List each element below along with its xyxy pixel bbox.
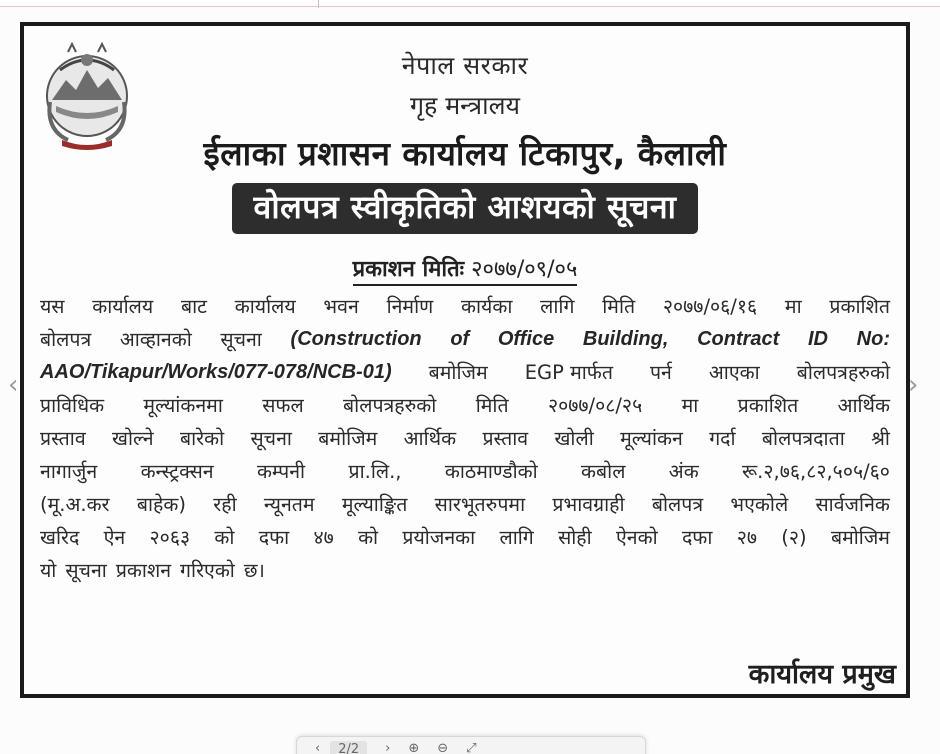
body-word: कार्यालय (234, 295, 296, 318)
fit-page-icon[interactable]: ⤢ (466, 741, 477, 754)
body-word: कबोल (581, 460, 626, 483)
body-line (40, 455, 890, 488)
body-word: भएकोले (730, 493, 789, 516)
zoom-in-icon[interactable]: ⊕ (408, 741, 420, 754)
body-line (40, 323, 890, 356)
body-word: खोली (554, 427, 594, 450)
body-word: छ। (243, 559, 265, 582)
body-word: सोही (558, 526, 592, 549)
body-word: प्रकाशित (737, 394, 799, 417)
body-word: सूचना (65, 559, 107, 582)
body-word: प्रभावग्राही (552, 493, 625, 516)
body-word-english: AAO/Tikapur/Works/077-078/NCB-01) (40, 361, 392, 383)
body-word: लागि (499, 526, 534, 549)
top-divider-tick (318, 0, 319, 8)
body-word: बोलपत्र (651, 493, 704, 516)
body-word: आर्थिक (837, 394, 890, 417)
body-word: दफा (681, 526, 713, 549)
body-word: बाट (180, 295, 207, 318)
body-word: खोल्ने (112, 427, 154, 450)
body-word: बारेको (179, 427, 225, 450)
prev-page-icon[interactable]: ‹ (315, 741, 321, 754)
body-word: रू.२,७६,८२,५०५/६० (742, 460, 890, 483)
body-word: लागि (540, 295, 575, 318)
header-office: ईलाका प्रशासन कार्यालय टिकापुर, कैलाली (203, 134, 727, 173)
body-word: मिति (475, 394, 509, 417)
body-word: रही (213, 493, 237, 516)
body-word: सफल (262, 394, 304, 417)
body-word: आएका (708, 361, 760, 384)
body-word: कन्स्ट्रक्सन (140, 460, 214, 483)
body-word: बमोजिम (830, 526, 890, 549)
body-word: २०७७/०८/२५ (547, 394, 643, 417)
notice-title: वोलपत्र स्वीकृतिको आशयको सूचना (232, 183, 699, 234)
body-word-english: No: (856, 328, 890, 350)
body-word: बोलपत्र (40, 328, 92, 351)
body-word-english: Contract (697, 328, 780, 350)
notice-document (20, 22, 910, 698)
body-word: सूचना (220, 328, 262, 351)
body-word: खरिद (40, 526, 80, 549)
body-word: गरिएको (180, 559, 235, 582)
body-line (40, 488, 890, 521)
top-divider (0, 6, 940, 7)
body-word: दफा (258, 526, 290, 549)
body-word: यो (40, 559, 57, 582)
body-line (40, 290, 890, 323)
body-line (40, 389, 890, 422)
body-line (40, 422, 890, 455)
body-word: काठमाण्डौको (444, 460, 538, 483)
body-word-english: of (450, 328, 470, 350)
body-word: को (214, 526, 235, 549)
header-government: नेपाल सरकार (401, 51, 529, 80)
body-word: मिति (602, 295, 636, 318)
body-word-english: Office (497, 328, 555, 350)
body-word: मा (681, 394, 699, 417)
viewer-toolbar (296, 736, 646, 754)
body-word: मूल्याङ्कित (341, 493, 408, 516)
body-word: कम्पनी (256, 460, 306, 483)
body-line (40, 356, 890, 389)
chevron-left-icon[interactable]: ‹ (8, 370, 19, 400)
body-word: श्री (871, 427, 890, 450)
zoom-out-icon[interactable]: ⊖ (437, 741, 449, 754)
chevron-right-icon[interactable]: › (908, 370, 919, 400)
body-word: प्रा.लि., (348, 460, 402, 483)
body-word: मूल्यांकनमा (143, 394, 223, 417)
publication-date-underline (353, 253, 578, 286)
body-word: निर्माण (386, 295, 434, 318)
notice-title-wrap (24, 183, 906, 234)
body-word: बमोजिम (428, 361, 488, 384)
publication-date (24, 253, 906, 286)
notice-body (40, 290, 890, 587)
body-word: कार्यका (461, 295, 513, 318)
body-word: पर्न (649, 361, 672, 384)
body-word: कार्यालय (92, 295, 154, 318)
body-word: प्रकाशन (115, 559, 172, 582)
body-word: प्रस्ताव (40, 427, 86, 450)
publication-date-label: प्रकाशन मितिः (352, 257, 465, 282)
body-word: मूल्यांकन (620, 427, 683, 450)
next-page-icon[interactable]: › (385, 741, 391, 754)
body-word: गर्दा (709, 427, 736, 450)
body-word: २७ (736, 526, 757, 549)
body-word: प्राविधिक (40, 394, 105, 417)
body-word: (मू.अ.कर (40, 493, 110, 516)
body-word: ४७ (313, 526, 334, 549)
body-word: आर्थिक (403, 427, 457, 450)
body-word: सूचना (250, 427, 292, 450)
signature: कार्यालय प्रमुख (748, 659, 896, 690)
body-word: आव्हानको (119, 328, 192, 351)
body-word: प्रस्ताव (482, 427, 529, 450)
body-word: मा (784, 295, 802, 318)
body-line (40, 521, 890, 554)
body-word: २०७७/०६/१६ (662, 295, 758, 318)
body-word: अंक (668, 460, 699, 483)
body-word: सार्वजनिक (815, 493, 890, 516)
body-word: ऐन (103, 526, 126, 549)
body-word: EGP मार्फत (524, 361, 613, 384)
body-line (40, 554, 890, 587)
body-word: (२) (781, 526, 807, 549)
body-word: भवन (323, 295, 359, 318)
body-word: बाहेक) (136, 493, 186, 516)
publication-date-value: २०७७/०९/०५ (471, 257, 578, 282)
page-indicator: 2/2 (330, 741, 367, 754)
body-word: सारभूतरुपमा (434, 493, 526, 516)
body-word: बोलपत्रहरुको (796, 361, 890, 384)
body-word: प्रयोजनका (402, 526, 476, 549)
body-word: बोलपत्रहरुको (343, 394, 437, 417)
body-word-english: (Construction (290, 328, 422, 350)
body-word: बमोजिम (318, 427, 378, 450)
body-word: न्यूनतम (263, 493, 315, 516)
body-word: २०६३ (149, 526, 191, 549)
body-word: प्रकाशित (829, 295, 890, 318)
body-word: ऐनको (616, 526, 658, 549)
body-word-english: Building, (582, 328, 669, 350)
body-word: को (358, 526, 379, 549)
body-word: बोलपत्रदाता (761, 427, 845, 450)
body-word: यस (40, 295, 65, 318)
body-word: नागार्जुन (40, 460, 98, 483)
header-ministry: गृह मन्त्रालय (409, 91, 521, 120)
body-word-english: ID (808, 328, 828, 350)
